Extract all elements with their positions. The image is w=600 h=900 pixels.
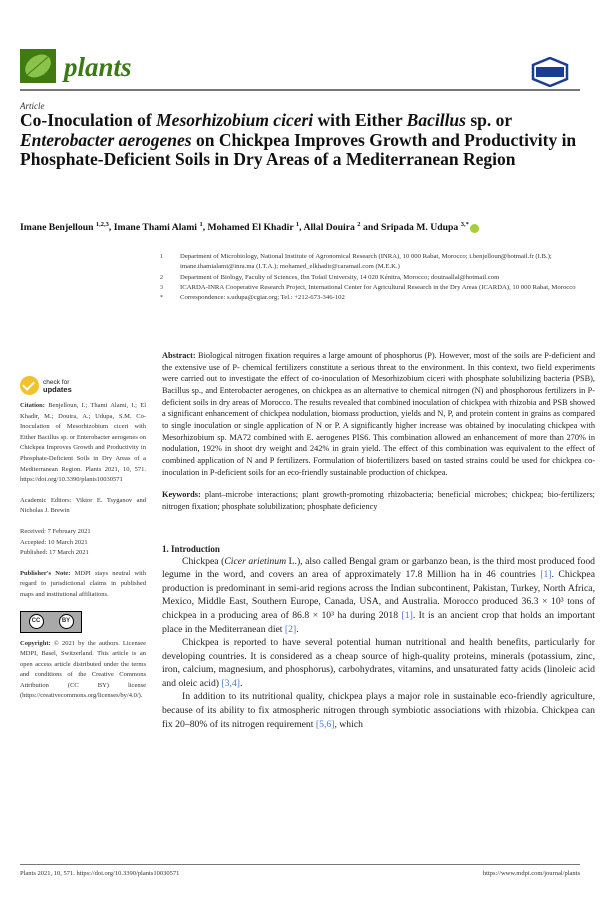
- title-part: sp. or: [465, 110, 512, 130]
- author-name[interactable]: Allal Douira: [303, 222, 358, 234]
- attribution-icon: BY: [59, 614, 74, 629]
- affiliation-number: *: [160, 295, 163, 302]
- accepted-date: Accepted: 10 March 2021: [20, 538, 88, 546]
- check-for-updates-button[interactable]: [20, 376, 146, 395]
- title-part: Co-Inoculation of: [20, 110, 157, 130]
- reference-link[interactable]: [5,6]: [315, 718, 335, 730]
- main-column: [162, 350, 595, 731]
- check-updates-line2: updates: [43, 384, 72, 394]
- affiliation-number: 3: [160, 284, 163, 291]
- affiliation-item: [160, 293, 595, 303]
- dates: [20, 527, 146, 559]
- journal-name: plants: [64, 52, 132, 82]
- title-part: with Either: [313, 110, 407, 130]
- affiliation-number: 1: [160, 254, 163, 260]
- academic-editors: Academic Editors: Viktor E. Tsyganov and Nicholas J. Brewin: [20, 496, 146, 515]
- author-affiliation-sup: 1,2,3: [95, 221, 109, 228]
- plants-logo-icon: [20, 49, 56, 83]
- intro-paragraph-3: In addition to its nutritional quality, chickpea plays a major role in sustainable eco-friendly agriculture, because of its ability to fix atmospheric nitrogen through symbiotic associations with rhizobia. Chickpea can fix 20–80% of its nitrogen requirement [5,6], which: [162, 691, 595, 730]
- footer-journal-url[interactable]: https://www.mdpi.com/journal/plants: [482, 870, 580, 877]
- affiliation-item: [160, 273, 595, 283]
- sidebar: [20, 376, 146, 712]
- author-name[interactable]: Imane Thami Alami: [113, 222, 200, 234]
- cc-by-license-icon[interactable]: [20, 611, 82, 633]
- affiliation-number: 2: [160, 274, 163, 281]
- intro-paragraph-2: Chickpea is reported to have several potential human nutritional and health benefits, particularly for developing countries. It is considered as a cheap source of high-quality proteins, minerals (potassium, zinc, iron, calcium, magnesium, and phosphorus), carbohydrates, vitamins, and unsaturated fatty acids (linoleic acid and oleic acid) [3,4].: [162, 637, 595, 689]
- cc-icon: CC: [29, 614, 44, 629]
- author-affiliation-sup: 1: [199, 221, 203, 228]
- checkmark-icon: [20, 376, 39, 395]
- affiliation-item: [160, 252, 595, 273]
- article-title: [20, 111, 580, 170]
- citation-label: Citation:: [20, 402, 45, 409]
- reference-link[interactable]: [1]: [401, 609, 413, 621]
- footer-rule: [20, 864, 580, 865]
- publisher-note-text: MDPI stays neutral with regard to jurisdictional claims in published maps and institutional affiliations.: [20, 569, 146, 598]
- author-affiliation-sup: 2: [357, 221, 361, 228]
- author-list: Imane Benjelloun $^{1,2,3}$, Imane Thami Alami $^1$, Mohamed El Khadir $^1$, Allal Douira $^2$ and Sripada M. Udupa $^{3,*}$: [20, 221, 595, 233]
- copyright: [20, 639, 146, 703]
- header-rule: [20, 89, 580, 91]
- abstract-label: Abstract:: [162, 351, 196, 360]
- reference-link[interactable]: [2]: [284, 623, 297, 635]
- affiliation-text: ICARDA-INRA Cooperative Research Project, International Center for Agricultural Research in the Dry Areas (ICARDA), 10 000 Rabat, Morocco: [180, 283, 576, 291]
- author-affiliation-sup: 1: [295, 221, 300, 228]
- title-part: on Chickpea Improves Growth and Productivity in Phosphate-Deficient Soils in Dry Areas of a Mediterranean Region: [20, 129, 577, 169]
- received-date: Received: 7 February 2021: [20, 527, 91, 535]
- affiliation-item: [160, 283, 595, 293]
- citation: [20, 401, 146, 486]
- affiliation-text: Department of Biology, Faculty of Sciences, Ibn Tofail University, 14 020 Kénitra, Morocco; douiraallal@hotmail.com: [180, 273, 500, 281]
- affiliation-text: Department of Microbiology, National Institute of Agronomical Research (INRA), 10 000 Rabat, Morocco; i.benjelloun@hotmail.fr (I.B.); imane.thamialami@inra.ma (I.T.A.); mohamed_elkhadir@caramail.com (M.E.K.): [180, 253, 552, 271]
- title-part: Enterobacter aerogenes: [20, 129, 192, 150]
- author-name[interactable]: Imane Benjelloun: [20, 222, 96, 234]
- author-name[interactable]: Mohamed El Khadir: [207, 222, 296, 234]
- author-name[interactable]: Sripada M. Udupa: [381, 222, 461, 234]
- check-updates-line1: check for: [43, 378, 70, 386]
- affiliations: [160, 252, 595, 303]
- article-type: Article: [20, 101, 45, 111]
- keywords-text: plant–microbe interactions; plant growth-promoting rhizobacteria; beneficial microbes; chickpea; bio-fertilizers; nitrogen fixation; phosphate solubilization; phosphate deficiency: [162, 490, 595, 511]
- reference-link[interactable]: [3,4]: [221, 677, 241, 689]
- title-part: Bacillus: [406, 110, 466, 130]
- authors-and: and: [360, 222, 382, 234]
- orcid-icon[interactable]: [470, 224, 479, 233]
- citation-text: Benjelloun, I.; Thami Alami, I.; El Khadir, M.; Douira, A.; Udupa, S.M. Co-Inoculation of Mesorhizobium ciceri with Either Bacillus sp. or Enterobacter aerogenes on Chickpea Improves Growth and Productivity in Phosphate-Deficient Soils in Dry Areas of a Mediterranean Region. Plants 2021, 10, 571. https://doi.org/10.3390/plants10030571: [20, 402, 146, 484]
- copyright-text: © 2021 by the authors. Licensee MDPI, Basel, Switzerland. This article is an open access article distributed under the terms and conditions of the Creative Commons Attribution (CC BY) license (https://creativecommons.org/licenses/by/4.0/).: [20, 639, 146, 700]
- abstract-text: Biological nitrogen fixation requires a large amount of phosphorus (P). However, most of the soils are P-deficient and the extensive use of P- chemical fertilizers constitute a serious threat to the environment. In this context, two field experiments were carried out to investigate the effect of co-inoculation of Mesorhizobium ciceri with phosphate solubilizing bacteria (PSB), Bacillus sp., and Enterobacter aerogenes, on chickpea as an alternative to chemical nitrogen (N) and phosphorous fertilizers in P-deficient soils in dry areas of Morocco. The results revealed that combined inoculation of chickpea with rhizobia and PSB showed a significant enhancement of chickpea nodulation, biomass production, yields and N, P, and protein content in grains as compared to single inoculation or single application of N or P. A significantly higher increase was obtained by inoculating chickpea with Mesorhizobium sp. MA72 combined with E. aerogenes PIS6. This combination allowed an enhancement of more than 270% in nodulation, 192% in shoot dry weight and 242% in grain yield. The effect of this combination was equivalent to the effect of combined application of N and P fertilizers. Formulation of biofertilizers based on tasted strains could be used for chickpea co-inoculation in P-deficient soils for an eco-friendly sustainable production of chickpea.: [162, 351, 595, 477]
- copyright-label: Copyright:: [20, 639, 51, 647]
- keywords-label: Keywords:: [162, 490, 201, 500]
- mdpi-logo-icon: [530, 57, 570, 87]
- publisher-note: [20, 569, 146, 601]
- keywords: [162, 489, 595, 512]
- introduction-body: [162, 555, 595, 732]
- publisher-note-label: Publisher's Note:: [20, 569, 71, 577]
- footer-citation: Plants 2021, 10, 571. https://doi.org/10.3390/plants10030571: [20, 870, 180, 877]
- published-date: Published: 17 March 2021: [20, 549, 89, 557]
- intro-paragraph-1: Chickpea (Cicer arietinum L.), also called Bengal gram or garbanzo bean, is the third most produced food legume in the word, and covers an area of approximately 17.8 Million ha in 46 countries [1]. Chickpea production is predominant in semi-arid regions across the Indian subcontinent, Pakistan, Turkey, North Africa, Mexico, Middle East, Southern Europe, Canada, USA, and Australia. Morocco produced 36.3 × 10³ tons of chickpea in a producing area of 86.8 × 10³ ha during 2018 [1]. It is an ancient crop that holds an important place in the Mediterranean diet [2].: [162, 555, 596, 635]
- author-affiliation-sup: 3,*: [460, 221, 469, 228]
- abstract: [162, 350, 595, 478]
- affiliation-text: Correspondence: s.udupa@cgiar.org; Tel.: +212-673-346-102: [180, 294, 345, 302]
- section-heading-introduction: 1. Introduction: [162, 543, 220, 554]
- title-part: Mesorhizobium ciceri: [156, 110, 314, 130]
- reference-link[interactable]: [1]: [540, 569, 552, 581]
